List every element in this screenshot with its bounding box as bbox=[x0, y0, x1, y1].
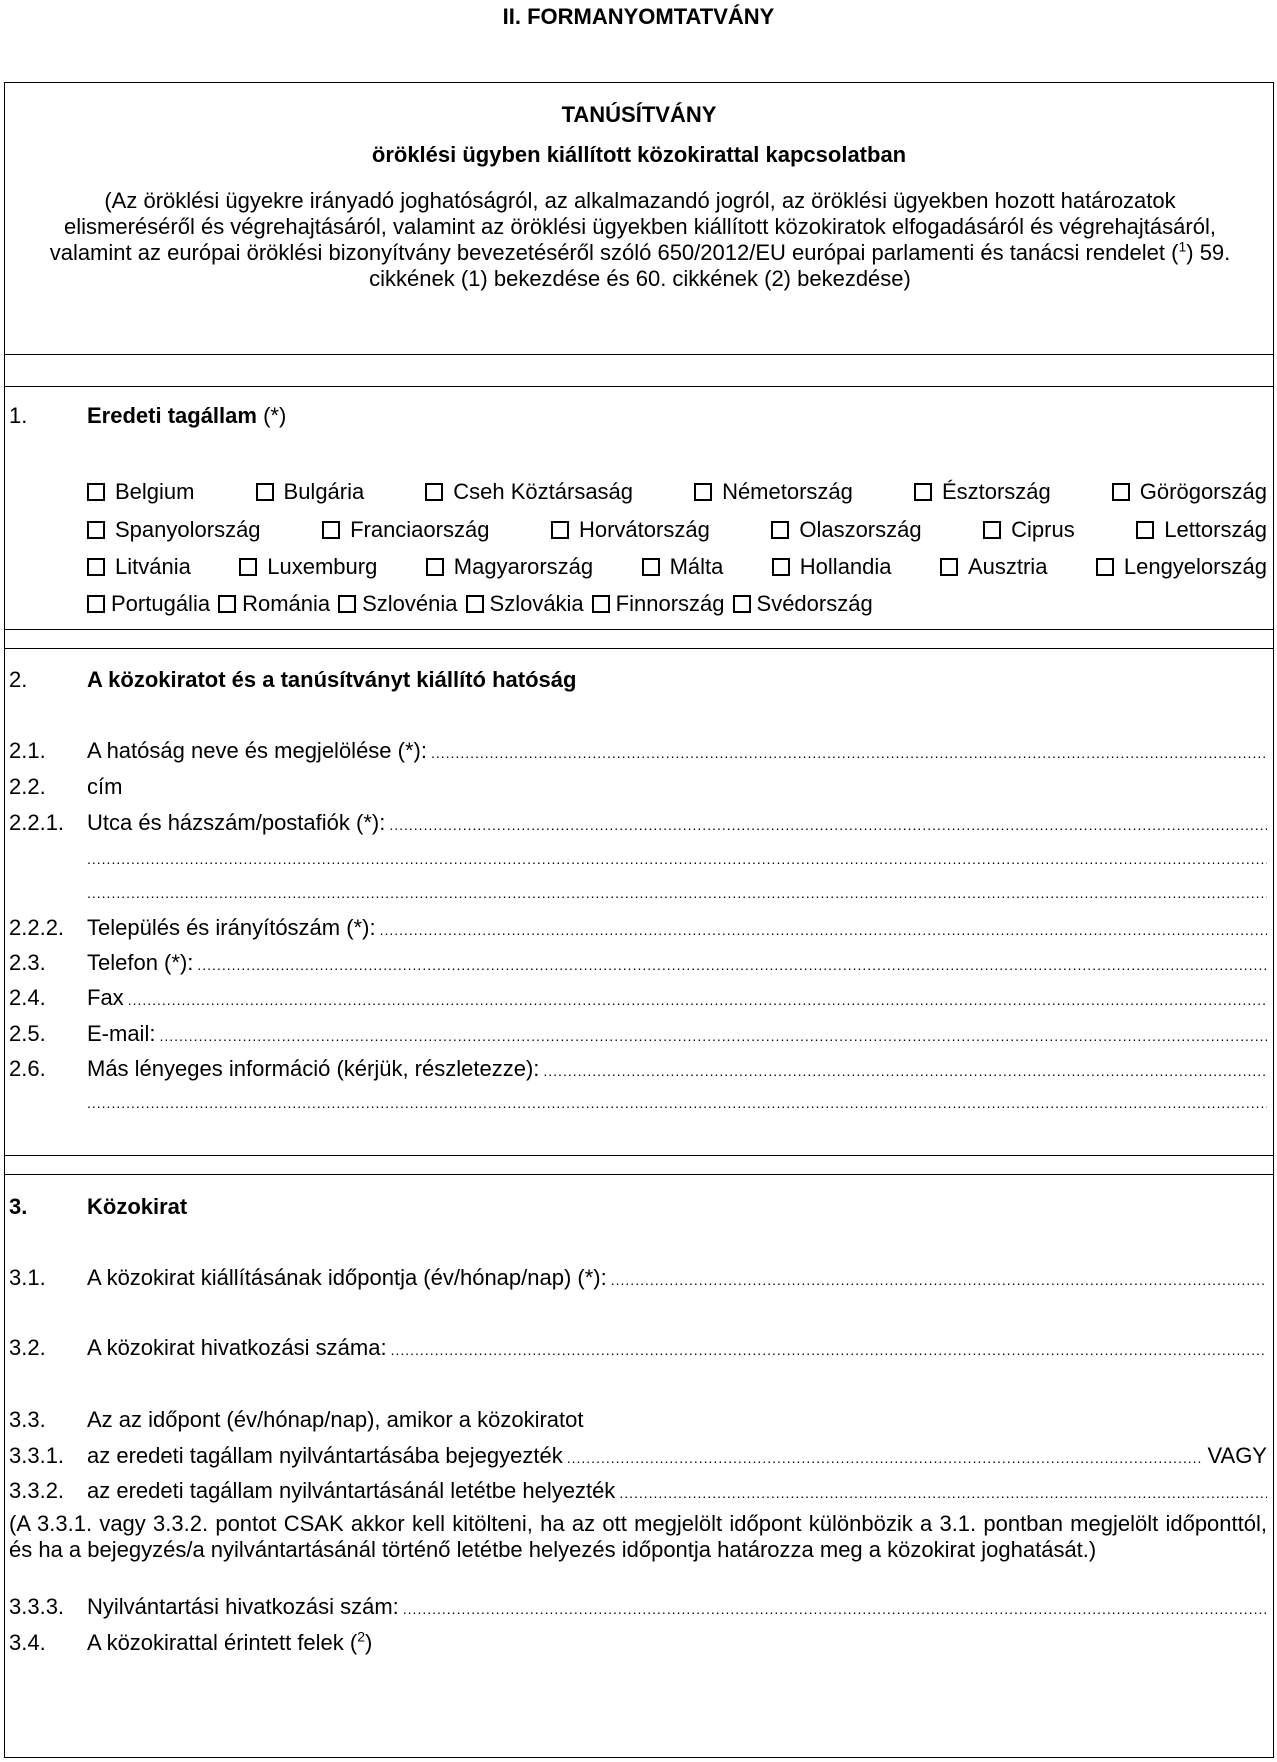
parties-footnote-ref: 2 bbox=[357, 1628, 366, 1645]
certificate-subtitle: öröklési ügyben kiállított közokirattal kapcsolatban bbox=[371, 142, 907, 167]
country-label: Németország bbox=[722, 479, 853, 504]
fill-line bbox=[159, 1023, 1267, 1049]
country-row bbox=[87, 591, 1267, 617]
phone-field[interactable] bbox=[87, 950, 1267, 978]
checkbox-icon[interactable] bbox=[694, 483, 712, 501]
field-number: 2.4. bbox=[9, 985, 46, 1010]
street-field-continued[interactable] bbox=[87, 846, 1267, 872]
checkbox-icon[interactable] bbox=[338, 595, 356, 613]
checkbox-icon[interactable] bbox=[771, 521, 789, 539]
field-number: 3.3.2. bbox=[9, 1478, 65, 1503]
section1-number: 1. bbox=[9, 403, 28, 428]
fill-line bbox=[543, 1058, 1267, 1084]
city-postcode-field[interactable] bbox=[87, 915, 1267, 943]
field-label: E-mail: bbox=[87, 1021, 156, 1046]
country-option[interactable] bbox=[771, 517, 921, 543]
certificate-form bbox=[4, 82, 1274, 1758]
country-label: Hollandia bbox=[799, 554, 892, 579]
country-label: Horvátország bbox=[578, 517, 710, 542]
section3-title: Közokirat bbox=[87, 1194, 188, 1219]
field-label: Nyilvántartási hivatkozási szám: bbox=[87, 1594, 399, 1619]
country-option[interactable] bbox=[338, 591, 457, 617]
checkbox-icon[interactable] bbox=[551, 521, 569, 539]
field-label: Utca és házszám/postafiók (*): bbox=[87, 810, 386, 835]
checkbox-icon[interactable] bbox=[425, 483, 443, 501]
checkbox-icon[interactable] bbox=[466, 595, 484, 613]
field-label: Fax bbox=[87, 985, 124, 1010]
fill-line bbox=[611, 1267, 1267, 1293]
authority-name-field[interactable] bbox=[87, 738, 1267, 766]
country-option[interactable] bbox=[239, 554, 377, 580]
country-option[interactable] bbox=[218, 591, 330, 617]
country-label: Lettország bbox=[1164, 517, 1267, 542]
country-label: Svédország bbox=[756, 591, 873, 616]
street-field[interactable] bbox=[87, 810, 1267, 838]
country-option[interactable] bbox=[466, 591, 584, 617]
country-option[interactable] bbox=[694, 479, 853, 505]
country-label: Magyarország bbox=[453, 554, 594, 579]
checkbox-icon[interactable] bbox=[1136, 521, 1154, 539]
fill-line bbox=[391, 1337, 1267, 1363]
or-label: VAGY bbox=[1207, 1443, 1267, 1468]
registration-date-label: Az az időpont (év/hónap/nap), amikor a közokiratot bbox=[87, 1407, 584, 1432]
country-label: Belgium bbox=[115, 479, 195, 504]
checkbox-icon[interactable] bbox=[218, 595, 236, 613]
fill-line bbox=[389, 812, 1267, 838]
country-row bbox=[87, 554, 1267, 580]
field-number: 2.3. bbox=[9, 950, 46, 975]
divider bbox=[5, 629, 1273, 630]
checkbox-icon[interactable] bbox=[914, 483, 932, 501]
fill-line bbox=[197, 952, 1267, 978]
checkbox-icon[interactable] bbox=[592, 595, 610, 613]
country-option[interactable] bbox=[426, 554, 593, 580]
section3-number: 3. bbox=[9, 1194, 28, 1219]
checkbox-icon[interactable] bbox=[87, 483, 105, 501]
divider bbox=[5, 354, 1273, 355]
checkbox-icon[interactable] bbox=[940, 558, 958, 576]
field-label: az eredeti tagállam nyilvántartásánál letétbe helyezték bbox=[87, 1478, 616, 1503]
country-option[interactable] bbox=[940, 554, 1047, 580]
field-number: 2.2. bbox=[9, 774, 46, 799]
parties-label bbox=[87, 1630, 372, 1656]
fill-line bbox=[567, 1445, 1202, 1471]
country-option[interactable] bbox=[592, 591, 725, 617]
form-label: II. FORMANYOMTATVÁNY bbox=[502, 4, 775, 29]
country-label: Észtország bbox=[941, 479, 1051, 504]
checkbox-icon[interactable] bbox=[772, 558, 790, 576]
section2-number: 2. bbox=[9, 667, 28, 692]
country-row bbox=[87, 517, 1267, 543]
country-option[interactable] bbox=[1096, 554, 1267, 580]
country-option[interactable] bbox=[256, 479, 365, 505]
country-option[interactable] bbox=[983, 517, 1075, 543]
fill-line bbox=[128, 987, 1267, 1013]
country-label: Görögország bbox=[1139, 479, 1267, 504]
country-option[interactable] bbox=[322, 517, 489, 543]
country-option[interactable] bbox=[1112, 479, 1267, 505]
instruction-note: (A 3.3.1. vagy 3.3.2. pontot CSAK akkor kell kitölteni, ha az ott megjelölt időpont különbözik a 3.1. pontban megjelölt időponttól, és ha a bejegyzés/a nyilvántartásánál történő letétbe helyezés időpontja határozza meg a közokirat joghatását.) bbox=[9, 1511, 1267, 1562]
country-option[interactable] bbox=[87, 517, 261, 543]
email-field[interactable] bbox=[87, 1021, 1267, 1049]
deposited-date-field[interactable] bbox=[87, 1478, 1267, 1506]
address-label: cím bbox=[87, 774, 123, 799]
country-option[interactable] bbox=[914, 479, 1051, 505]
section1-required-mark: (*) bbox=[263, 403, 287, 428]
checkbox-icon[interactable] bbox=[642, 558, 660, 576]
fax-field[interactable] bbox=[87, 985, 1267, 1013]
checkbox-icon[interactable] bbox=[87, 558, 105, 576]
checkbox-icon[interactable] bbox=[1112, 483, 1130, 501]
country-label: Litvánia bbox=[115, 554, 191, 579]
country-label: Ciprus bbox=[1011, 517, 1075, 542]
parties-label-close: ) bbox=[365, 1630, 373, 1655]
country-label: Luxemburg bbox=[267, 554, 378, 579]
field-number: 2.5. bbox=[9, 1021, 46, 1046]
section1-heading bbox=[87, 403, 286, 429]
field-label: A közokirat hivatkozási száma: bbox=[87, 1335, 387, 1360]
certificate-title: TANÚSÍTVÁNY bbox=[561, 102, 717, 127]
country-option[interactable] bbox=[425, 479, 633, 505]
field-label: Más lényeges információ (kérjük, részletezze): bbox=[87, 1056, 540, 1081]
country-option[interactable] bbox=[87, 591, 210, 617]
field-label: Telefon (*): bbox=[87, 950, 194, 975]
divider bbox=[5, 1155, 1273, 1156]
field-number: 2.2.1. bbox=[9, 810, 65, 835]
parties-label-text: A közokirattal érintett felek ( bbox=[87, 1630, 358, 1655]
country-option[interactable] bbox=[1136, 517, 1267, 543]
other-info-field[interactable] bbox=[87, 1056, 1267, 1084]
legal-text-part2: ) 59. cikkének (1) bekezdése és 60. cikkének (2) bekezdése) bbox=[369, 240, 1231, 291]
country-label: Finnország bbox=[615, 591, 725, 616]
field-number: 3.3. bbox=[9, 1407, 46, 1432]
divider bbox=[5, 1174, 1273, 1175]
fill-line bbox=[87, 846, 1267, 872]
country-option[interactable] bbox=[87, 554, 191, 580]
field-label: A hatóság neve és megjelölése (*): bbox=[87, 738, 427, 763]
country-label: Cseh Köztársaság bbox=[453, 479, 634, 504]
registered-date-field[interactable] bbox=[87, 1443, 1267, 1471]
field-number: 2.1. bbox=[9, 738, 46, 763]
country-label: Olaszország bbox=[799, 517, 922, 542]
fill-line bbox=[87, 1090, 1267, 1116]
issue-date-field[interactable] bbox=[87, 1265, 1267, 1293]
country-label: Szlovákia bbox=[489, 591, 584, 616]
country-option[interactable] bbox=[642, 554, 724, 580]
field-number: 3.2. bbox=[9, 1335, 46, 1360]
country-option[interactable] bbox=[551, 517, 710, 543]
checkbox-icon[interactable] bbox=[1096, 558, 1114, 576]
checkbox-icon[interactable] bbox=[426, 558, 444, 576]
field-number: 3.1. bbox=[9, 1265, 46, 1290]
checkbox-icon[interactable] bbox=[239, 558, 257, 576]
legal-footnote-ref: 1 bbox=[1178, 238, 1187, 255]
section1-title: Eredeti tagállam bbox=[87, 403, 257, 428]
country-label: Portugália bbox=[111, 591, 211, 616]
other-info-field-continued[interactable] bbox=[87, 1090, 1267, 1116]
country-label: Szlovénia bbox=[362, 591, 458, 616]
divider bbox=[5, 648, 1273, 649]
fill-line bbox=[431, 740, 1267, 766]
checkbox-icon[interactable] bbox=[87, 595, 105, 613]
country-label: Franciaország bbox=[350, 517, 490, 542]
fill-line bbox=[87, 880, 1267, 906]
field-label: az eredeti tagállam nyilvántartásába bejegyezték bbox=[87, 1443, 563, 1468]
field-number: 2.6. bbox=[9, 1056, 46, 1081]
country-option[interactable] bbox=[733, 591, 873, 617]
certificate-legal-basis bbox=[45, 188, 1235, 292]
field-label: Település és irányítószám (*): bbox=[87, 915, 376, 940]
street-field-continued[interactable] bbox=[87, 880, 1267, 906]
country-label: Málta bbox=[669, 554, 724, 579]
section2-title: A közokiratot és a tanúsítványt kiállító hatóság bbox=[87, 667, 577, 692]
country-label: Spanyolország bbox=[115, 517, 261, 542]
reference-number-field[interactable] bbox=[87, 1335, 1267, 1363]
field-number: 3.3.1. bbox=[9, 1443, 65, 1468]
field-number: 3.3.3. bbox=[9, 1594, 65, 1619]
field-number: 2.2.2. bbox=[9, 915, 65, 940]
field-label: A közokirat kiállításának időpontja (év/hónap/nap) (*): bbox=[87, 1265, 607, 1290]
fill-line bbox=[403, 1596, 1267, 1622]
country-label: Bulgária bbox=[283, 479, 365, 504]
fill-line bbox=[619, 1480, 1267, 1506]
checkbox-icon[interactable] bbox=[87, 521, 105, 539]
legal-text-part1: (Az öröklési ügyekre irányadó joghatóságról, az alkalmazandó jogról, az öröklési ügyekben hozott határozatok elismeréséről és végrehajtásáról, valamint az öröklési ügyekben kiállított közokiratok elfogadásáról és végrehajtásáról, valamint az európai öröklési bizonyítvány bevezetéséről szóló 650/2012/EU európai parlamenti és tanácsi rendelet ( bbox=[49, 188, 1216, 265]
checkbox-icon[interactable] bbox=[256, 483, 274, 501]
country-row bbox=[87, 479, 1267, 505]
fill-line bbox=[380, 917, 1267, 943]
country-label: Ausztria bbox=[967, 554, 1048, 579]
checkbox-icon[interactable] bbox=[322, 521, 340, 539]
checkbox-icon[interactable] bbox=[733, 595, 751, 613]
country-option[interactable] bbox=[772, 554, 892, 580]
checkbox-icon[interactable] bbox=[983, 521, 1001, 539]
country-label: Románia bbox=[242, 591, 331, 616]
registry-reference-field[interactable] bbox=[87, 1594, 1267, 1622]
country-label: Lengyelország bbox=[1123, 554, 1267, 579]
divider bbox=[5, 386, 1273, 387]
country-option[interactable] bbox=[87, 479, 194, 505]
field-number: 3.4. bbox=[9, 1630, 46, 1655]
